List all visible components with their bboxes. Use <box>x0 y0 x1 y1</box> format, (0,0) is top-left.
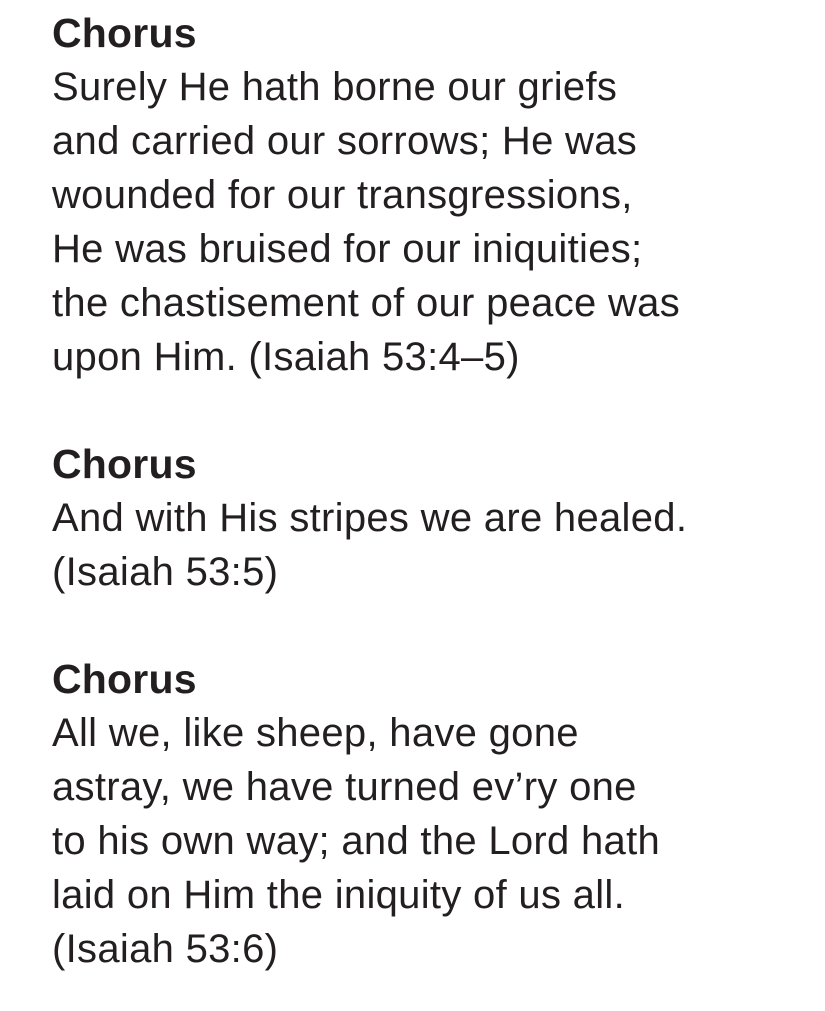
lyric-line: He was bruised for our iniquities; <box>52 227 643 271</box>
lyric-line: wounded for our transgressions, <box>52 173 633 217</box>
lyric-line: Surely He hath borne our griefs <box>52 65 618 109</box>
section-heading: Chorus <box>52 656 197 702</box>
chorus-section-1 <box>52 6 825 384</box>
chorus-section-2 <box>52 437 825 599</box>
lyric-line: (Isaiah 53:5) <box>52 550 279 594</box>
lyric-line: astray, we have turned ev’ry one <box>52 765 637 809</box>
lyric-line: All we, like sheep, have gone <box>52 711 579 755</box>
section-heading: Chorus <box>52 10 197 56</box>
lyric-line: and carried our sorrows; He was <box>52 119 638 163</box>
chorus-section-3 <box>52 652 825 976</box>
lyric-line: (Isaiah 53:6) <box>52 927 279 971</box>
lyrics-page <box>52 6 825 976</box>
section-heading: Chorus <box>52 441 197 487</box>
lyric-line: And with His stripes we are healed. <box>52 496 688 540</box>
lyric-line: laid on Him the iniquity of us all. <box>52 873 625 917</box>
lyric-line: upon Him. (Isaiah 53:4–5) <box>52 335 520 379</box>
lyric-line: to his own way; and the Lord hath <box>52 819 661 863</box>
lyric-line: the chastisement of our peace was <box>52 281 681 325</box>
